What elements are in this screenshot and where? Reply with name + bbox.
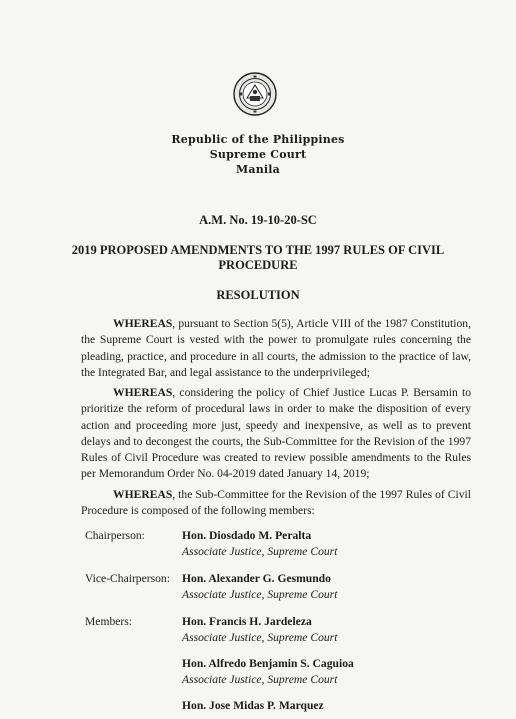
- whereas-paragraph-1: [81, 316, 471, 381]
- member-name: Hon. Francis H. Jardeleza: [182, 615, 312, 628]
- letterhead-court: Supreme Court: [209, 148, 307, 161]
- vice-chairperson-title: Associate Justice, Supreme Court: [182, 588, 338, 601]
- document-number: A.M. No. 19-10-20-SC: [199, 213, 317, 227]
- paragraph-text: , pursuant to Section 5(5), Article VIII of the 1987 Constitution, the Supreme Court is vested with the power to promulgate rules concerning the pleading, practice, and procedure in all courts, the admission to the practice of law, the Integrated Bar, and legal assistance to the underprivileged;: [81, 317, 471, 379]
- whereas-lead: WHEREAS: [113, 386, 173, 399]
- resolution-heading: RESOLUTION: [216, 288, 300, 302]
- supreme-court-seal-icon: [233, 72, 277, 116]
- member-name: Hon. Jose Midas P. Marquez: [182, 699, 324, 712]
- members-label: Members:: [85, 615, 133, 628]
- vice-chairperson-label: Vice-Chairperson:: [85, 572, 170, 585]
- chairperson-label: Chairperson:: [85, 529, 145, 542]
- paragraph-text: , considering the policy of Chief Justice Lucas P. Bersamin to prioritize the reform of procedural laws in order to make the disposition of every action and proceeding more just, speedy and inexpensive, as well as to prevent delays and to decongest the courts, the Sub-Committee for the Revision of the 1997 Rules of Civil Procedure was created to review possible amendments to the Rules per Memorandum Order No. 04-2019 dated January 14, 2019;: [81, 386, 471, 481]
- document-title-line1: 2019 PROPOSED AMENDMENTS TO THE 1997 RULES OF CIVIL: [71, 243, 445, 257]
- member-title: Associate Justice, Supreme Court: [182, 673, 338, 686]
- chairperson-title: Associate Justice, Supreme Court: [182, 545, 338, 558]
- whereas-lead: WHEREAS: [113, 317, 173, 330]
- letterhead-city: Manila: [236, 163, 280, 176]
- vice-chairperson-name: Hon. Alexander G. Gesmundo: [182, 572, 331, 585]
- whereas-paragraph-3: [81, 487, 471, 520]
- letterhead-republic: Republic of the Philippines: [171, 133, 345, 146]
- whereas-lead: WHEREAS: [113, 488, 173, 501]
- chairperson-name: Hon. Diosdado M. Peralta: [182, 529, 312, 542]
- document-title-line2: PROCEDURE: [218, 258, 298, 272]
- member-title: Associate Justice, Supreme Court: [182, 631, 338, 644]
- whereas-paragraph-2: [81, 385, 471, 483]
- paragraph-text: , the Sub-Committee for the Revision of the 1997 Rules of Civil Procedure is composed of the following members:: [81, 488, 471, 518]
- member-name: Hon. Alfredo Benjamin S. Caguioa: [182, 657, 354, 670]
